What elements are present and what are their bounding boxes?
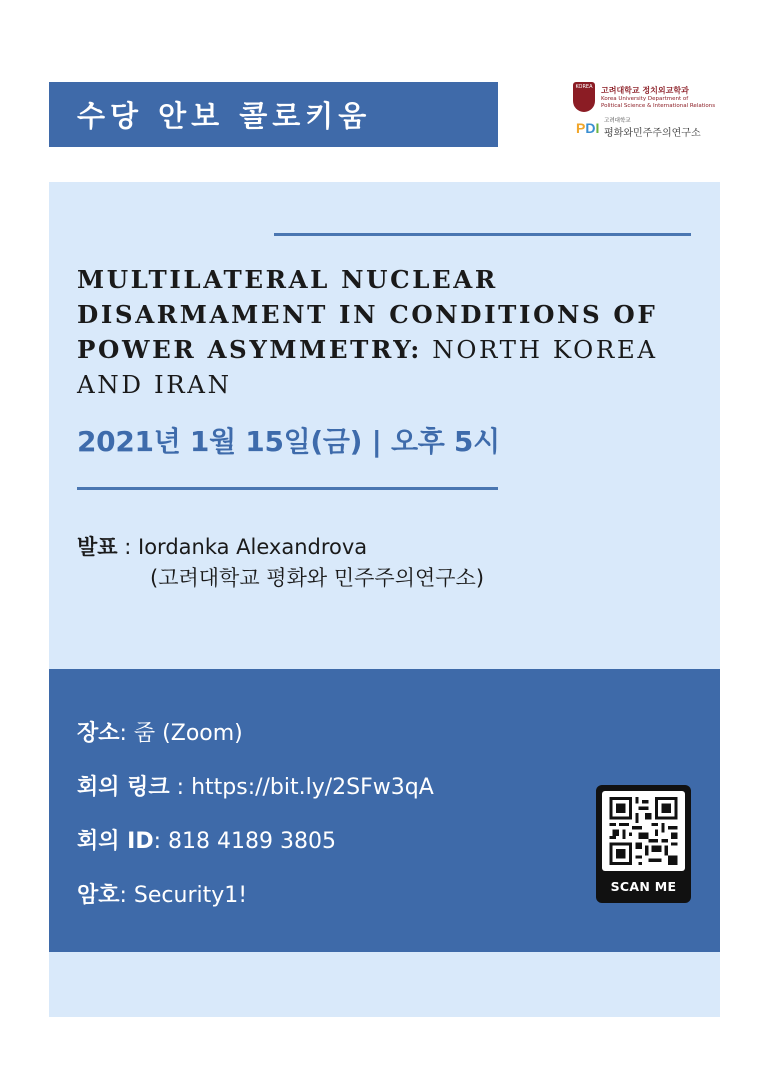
meeting-id-label: 회의 ID (77, 829, 154, 854)
dept-name-en-2: Political Science & International Relations (601, 102, 716, 109)
presenter-affiliation: (고려대학교 평화와 민주주의연구소) (150, 566, 485, 590)
divider-top (274, 233, 691, 236)
event-title-bold: MULTILATERAL NUCLEAR DISARMAMENT IN CONDITIONS OF POWER ASYMMETRY: (77, 265, 658, 364)
institute-univ: 고려대학교 (604, 118, 631, 124)
meeting-id-row (77, 824, 336, 855)
institute-logo (576, 116, 701, 139)
qr-code-icon (608, 797, 679, 865)
institute-name: 평화와민주주의연구소 (604, 128, 701, 139)
divider-bottom (77, 487, 498, 490)
qr-caption: SCAN ME (610, 879, 677, 894)
link-row (77, 770, 434, 801)
event-datetime: 2021년 1월 15일(금) | 오후 5시 (77, 425, 500, 458)
meeting-link[interactable]: : https://bit.ly/2SFw3qA (169, 775, 434, 800)
event-title-regular: NORTH KOREA AND IRAN (77, 335, 658, 399)
header-banner (49, 82, 498, 147)
korea-university-logo (573, 82, 715, 112)
place-row (77, 716, 243, 747)
presenter-name: Iordanka Alexandrova (138, 535, 368, 559)
event-title (77, 262, 702, 402)
details-panel (49, 669, 720, 952)
qr-code[interactable] (596, 785, 691, 903)
password-value: : Security1! (119, 883, 248, 908)
dept-name-en-1: Korea University Department of (601, 95, 689, 102)
dept-name-kr: 고려대학교 정치외교학과 (601, 85, 689, 95)
place-label: 장소 (77, 721, 120, 746)
password-row (77, 878, 247, 909)
presenter-label: 발표 (77, 535, 118, 559)
shield-icon: KOREA (573, 82, 595, 112)
place-value: : 줌 (Zoom) (119, 721, 243, 746)
header-title: 수당 안보 콜로키움 (77, 99, 372, 133)
link-label: 회의 링크 (77, 775, 170, 800)
pdi-logo-icon: P D I (576, 119, 600, 136)
presenter-separator: : (117, 535, 139, 559)
password-label: 암호 (77, 883, 120, 908)
meeting-id-value: : 818 4189 3805 (153, 829, 336, 854)
presenter-block (77, 532, 484, 594)
